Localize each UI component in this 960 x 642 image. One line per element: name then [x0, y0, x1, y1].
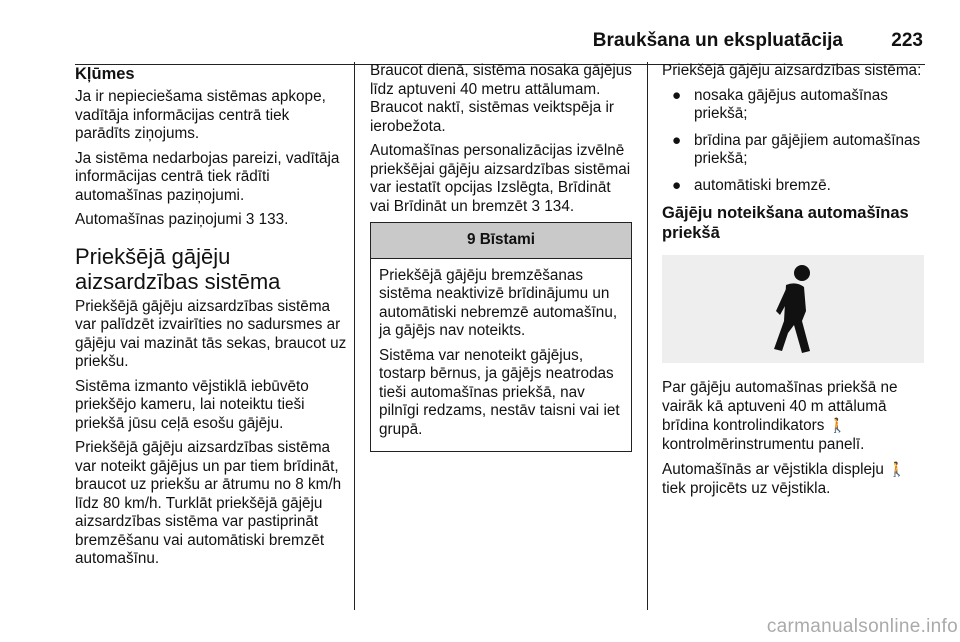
paragraph: Ja ir nepieciešama sistēmas apkope, vadītāja informācijas centrā tiek parādīts ziņojums. [75, 88, 326, 142]
column-3 [662, 62, 927, 504]
bullet-list [662, 87, 927, 196]
warning-title: 9 Bīstami [371, 223, 631, 259]
section-heading-errors: Kļūmes [75, 65, 135, 83]
page-header [75, 24, 925, 65]
column-divider-2 [647, 62, 648, 610]
pedestrian-icon [758, 263, 828, 355]
list-item: ● brīdina par gājējiem automašīnas priekšā; [672, 131, 921, 167]
paragraph: Sistēma izmanto vējstiklā iebūvēto priekšējo kameru, lai noteiktu tieši priekšā jūsu ceļā esošu gājēju. [75, 377, 309, 432]
warning-paragraph: Sistēma var nenoteikt gājējus, tostarp bērnus, ja gājējs neatrodas tieši automašīnas priekšā, nav pilnīgi redzams, nestāv taisni vai iet grupā. [379, 346, 620, 438]
paragraph: Automašīnās ar vējstikla displeju 🚶 tiek projicēts uz vējstikla. [662, 461, 906, 497]
paragraph: Automašīnas personalizācijas izvēlnē priekšējai gājēju aizsardzības sistēmai var iestatīt opcijas Izslēgta, Brīdināt vai Brīdināt un bremzēt 3 134. [370, 142, 631, 215]
column-2 [370, 62, 632, 452]
warning-paragraph: Priekšējā gājēju bremzēšanas sistēma neaktivizē brīdinājumu un automātiski nebremzē automašīnu, ja gājējs nav noteikts. [379, 266, 618, 339]
bullet-marker: ● [672, 131, 682, 149]
bullet-marker: ● [672, 86, 682, 104]
pedestrian-illustration [662, 255, 924, 363]
pedestrian-indicator-icon: 🚶 [828, 417, 847, 433]
paragraph: Ja sistēma nedarbojas pareizi, vadītāja informācijas centrā tiek rādīti automašīnas paziņojumi. [75, 149, 340, 204]
column-1 [75, 62, 347, 575]
warning-box [370, 222, 632, 452]
bullet-marker: ● [672, 176, 682, 194]
paragraph: Par gājēju automašīnas priekšā ne vairāk kā aptuveni 40 m attālumā brīdina kontrolindikators 🚶 kontrolmērinstrumentu panelī. [662, 379, 898, 453]
cross-reference: Automašīnas paziņojumi 3 133. [75, 211, 289, 228]
pedestrian-indicator-icon: 🚶 [888, 461, 906, 477]
list-item: ● nosaka gājējus automašīnas priekšā; [672, 86, 888, 122]
warning-body [371, 259, 631, 452]
section-heading-main: Priekšējā gājēju aizsardzības sistēma [75, 243, 281, 294]
watermark: carmanualsonline.info [766, 616, 958, 637]
page-number: 223 [891, 30, 923, 51]
list-item: ● automātiski bremzē. [672, 176, 831, 194]
section-heading-detect: Gājēju noteikšana automašīnas priekšā [662, 204, 909, 242]
chapter-title: Braukšana un ekspluatācija [592, 30, 843, 51]
paragraph: Priekšējā gājēju aizsardzības sistēma var noteikt gājējus un par tiem brīdināt, braucot uz priekšu ar ātrumu no 8 km/h līdz 80 km/h. Turklāt priekšējā gājēju aizsardzības sistēma var pastiprināt bremzēšanu vai automātiski bremzēt automašīnu. [75, 439, 342, 567]
column-divider-1 [354, 62, 355, 610]
paragraph: Priekšējā gājēju aizsardzības sistēma var palīdzēt izvairīties no sadursmes ar gājēju vai mazināt tās sekas, braucot uz priekšu. [75, 297, 347, 370]
paragraph: Braucot dienā, sistēma nosaka gājējus līdz aptuveni 40 metru attālumam. Braucot naktī, sistēmas veiktspēja ir ierobežota. [370, 62, 632, 135]
paragraph: Priekšējā gājēju aizsardzības sistēma: [662, 62, 922, 79]
